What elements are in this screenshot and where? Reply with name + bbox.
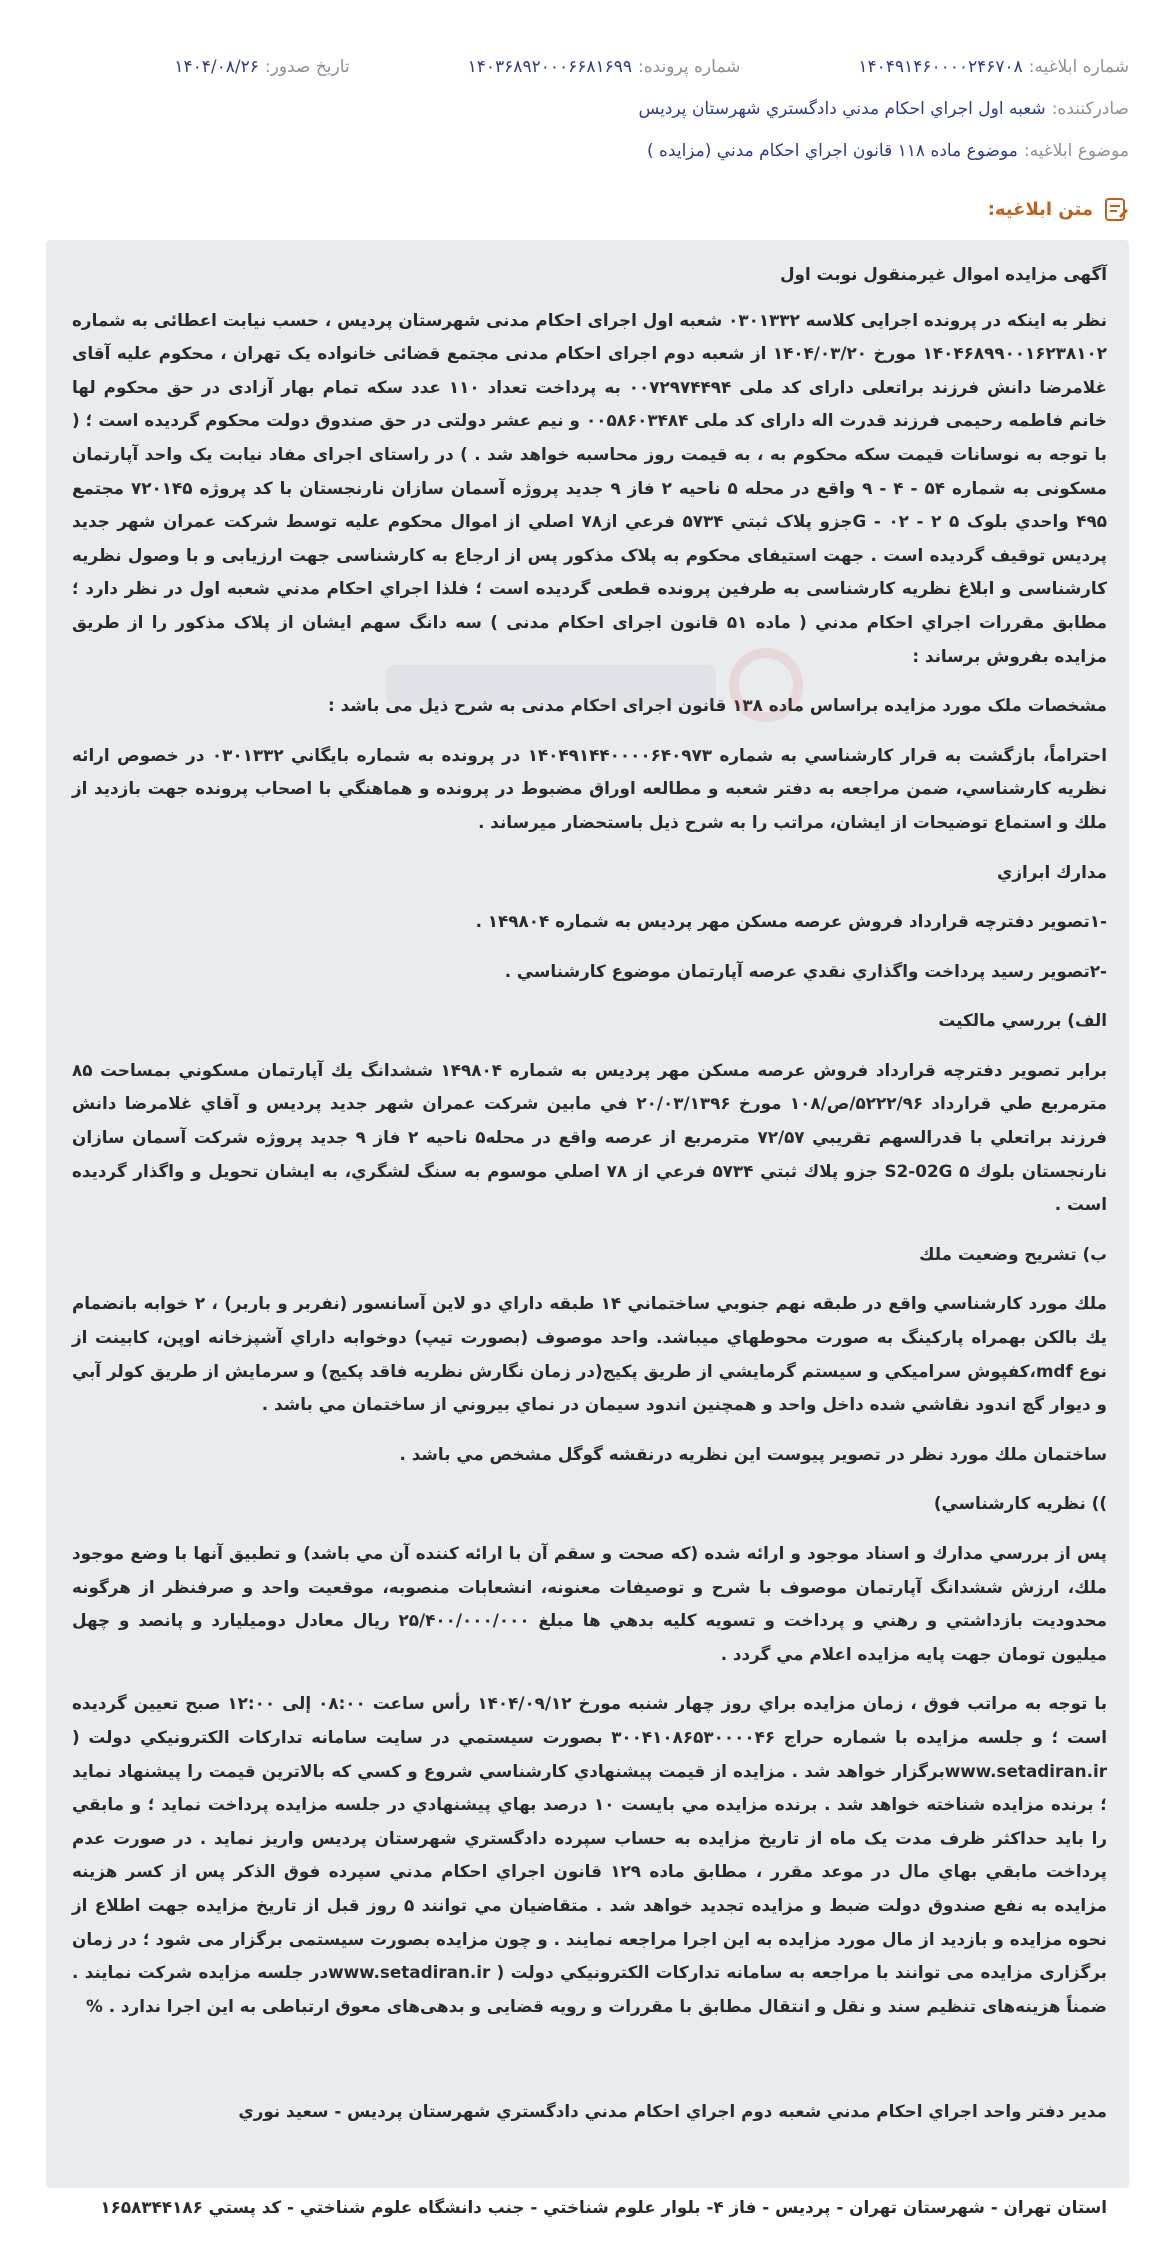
case-number-label: شماره پرونده: <box>638 57 741 77</box>
notice-number <box>858 57 1129 77</box>
image-note: ساختمان ملك مورد نظر در تصوير پيوست اين نظريه درنقشه گوگل مشخص مي باشد . <box>399 1443 1107 1464</box>
document-icon <box>1103 195 1129 223</box>
issuer <box>638 99 1129 119</box>
opinion-heading: )) نظريه كارشناسي) <box>933 1493 1107 1514</box>
intro-paragraph: نظر به اینکه در پرونده اجرایی کلاسه ۰۳۰۱۳۳۲ شعبه اول اجرای احکام مدنی شهرستان پردیس ، حسب نیابت اعطائی به شماره ۱۴۰۴۶۸۹۹۰۰۱۶۲۳۸۱۰۲ مورخ ۱۴۰۴/۰۳/۲۰ از شعبه دوم اجرای احکام مدنی مجتمع قضائی خانواده یک تهران ، محکوم علیه آقای غلامرضا دانش فرزند براتعلی دارای کد ملی ۰۰۷۲۹۷۴۴۹۴ به پرداخت تعداد ۱۱۰ عدد سکه تمام بهار آزادی در حق محکوم لها خانم فاطمه رحیمی فرزند قدرت اله دارای کد ملی ۰۰۵۸۶۰۳۴۸۴ و نیم عشر دولتی در حق صندوق دولت محکوم گردیده است ؛ ( با توجه به نوسانات قیمت سکه محکوم به ، به قیمت روز محاسبه خواهد شد . ) در راستای اجرای مفاد نیابت یک واحد آپارتمان مسکونی به شماره ۵۴ - ۴ - ۹ واقع در محله ۵ ناحیه ۲ فاز ۹ جدید پروژه آسمان سازان نارنجستان با کد پروژه ۷۲۰۱۴۵ مجتمع ۴۹۵ واحدي بلوک ۵ G - ۰۲ - ۲جزو پلاک ثبتي ۵۷۳۴ فرعي از۷۸ اصلي از اموال محکوم علیه توسط شرکت عمران شهر جدید پردیس توقیف گردیده است . جهت استیفای محکوم به پلاک مذکور پس از ارجاع به کارشناسی جهت ارزیابی و با وصول نظریه کارشناسی و ابلاغ نظریه کارشناسی به طرفین پرونده قطعی گردیده است ؛ فلذا اجراي احكام مدني شعبه اول در نظر دارد ؛ مطابق مقررات اجراي احكام مدني ( ماده ۵۱ قانون اجرای احکام مدنی ) سه دانگ سهم ایشان از پلاک مذکور را از طریق مزایده بفروش برساند : <box>72 309 1108 666</box>
ownership-heading: الف) بررسي مالكيت <box>938 1010 1107 1031</box>
opinion-paragraph: پس از بررسي مدارك و اسناد موجود و ارائه شده (كه صحت و سقم آن با ارائه كننده آن مي باشد) و تطبيق آنها با وضع موجود ملك، ارزش ششدانگ آپارتمان موصوف با شرح و توصيفات معنونه، انشعابات منصوبه، موقعيت واحد و صرفنظر از هرگونه محدوديت بازداشتي و رهني و پرداخت و تسويه كليه بدهي ها مبلغ ۲۵/۴۰۰/۰۰۰/۰۰۰ ريال معادل دوميليارد و پانصد و چهل ميليون تومان جهت پايه مزايده اعلام مي گردد . <box>72 1543 1107 1664</box>
issuer-value: شعبه اول اجراي احكام مدني دادگستري شهرستان پرديس <box>638 99 1046 119</box>
expert-paragraph: احتراماً، بازگشت به قرار كارشناسي به شماره ۱۴۰۴۹۱۴۴۰۰۰۰۶۴۰۹۷۳ در پرونده به شماره بايگاني ۰۳۰۱۳۳۲ در خصوص ارائه نظريه كارشناسي، ضمن مراجعه به دفتر شعبه و مطالعه اوراق مضبوط در پرونده و هماهنگي با اصحاب پرونده جهت بازديد از ملك و استماع توضيحات از ايشان، مراتب را به شرح ذيل باستحضار ميرساند . <box>72 744 1107 832</box>
case-number <box>468 57 741 77</box>
metadata-row-issuer <box>45 88 1129 130</box>
issue-date-label: تاریخ صدور: <box>264 57 350 77</box>
auction-paragraph: با توجه به مراتب فوق ، زمان مزايده براي روز چهار شنبه مورخ ۱۴۰۴/۰۹/۱۲ رأس ساعت ۰۸:۰۰ إلی ۱۲:۰۰ صبح تعيين گرديده است ؛ و جلسه مزايده با شماره حراج ۳۰۰۴۱۰۸۶۵۳۰۰۰۰۴۶ بصورت سيستمي در سايت سامانه تدارکات الکترونيکي دولت ( www.setadiran.irبرگزار خواهد شد . مزايده از قيمت پيشنهادي کارشناسي شروع و کسي که بالاترين قيمت را پيشنهاد نمايد ؛ برنده مزايده شناخته خواهد شد . برنده مزايده مي بايست ۱۰ درصد بهاي پيشنهادي در جلسه مزايده پرداخت نمايد ؛ و مابقي را بايد حداکثر ظرف مدت يک ماه از تاريخ مزايده به حساب سپرده دادگستري شهرستان پرديس واريز نمايد . در صورت عدم پرداخت مابقي بهاي مال در موعد مقرر ، مطابق ماده ۱۲۹ قانون اجراي احکام مدني سپرده فوق الذکر پس از کسر هزينه مزايده به نفع صندوق دولت ضبط و مزايده تجديد خواهد شد . متقاضيان مي توانند ۵ روز قبل از تاريخ مزايده جهت اطلاع از نحوه مزايده و بازديد از مال مورد مزايده به اين اجرا مراجعه نمايند . و چون مزايده بصورت سيستمی برگزار می شود ؛ در زمان برگزاری مزايده می توانند با مراجعه به سامانه تدارکات الکترونيکي دولت ( www.setadiran.irدر جلسه مزايده شرکت نمايند . ضمناً هزينه‌های تنظيم سند و نقل و انتقال مطابق با مقررات و رويه قضايی و بدهی‌های معوق ارتباطی به اين اجرا ندارد . % <box>72 1693 1107 2016</box>
notice-number-value: ۱۴۰۴۹۱۴۶۰۰۰۰۲۴۶۷۰۸ <box>858 57 1023 77</box>
notice-heading: آگهی مزایده اموال غیرمنقول نوبت اول <box>779 264 1107 284</box>
subject-label: موضوع ابلاغيه: <box>1023 141 1129 161</box>
issue-date <box>174 57 349 77</box>
documents-heading: مدارك ابرازي <box>996 861 1107 882</box>
metadata-row-subject <box>45 130 1129 172</box>
subject <box>647 141 1129 161</box>
document-item-2: -۲تصوير رسيد پرداخت واگذاري نقدي عرصه آپارتمان موضوع كارشناسي . <box>504 960 1107 981</box>
notice-text-title: متن ابلاغيه: <box>987 198 1093 220</box>
subject-value: موضوع ماده ۱۱۸ قانون اجراي احكام مدني (مزايده ) <box>646 141 1018 161</box>
address-line: استان تهران - شهرستان تهران - پرديس - فاز ۴- بلوار علوم شناختي - جنب دانشگاه علوم شناختي - كد پستي ۱۶۵۸۳۴۴۱۸۶ <box>100 2196 1107 2217</box>
issuer-label: صادرکننده: <box>1051 99 1129 119</box>
notice-number-label: شماره ابلاغيه: <box>1028 57 1129 77</box>
signature-line: مدير دفتر واحد اجراي احكام مدني شعبه دوم اجراي احكام مدني دادگستري شهرستان پرديس - سعيد نوري <box>238 2101 1107 2122</box>
notice-text-header <box>988 195 1129 223</box>
ownership-paragraph: برابر تصوير دفترچه قرارداد فروش عرصه مسكن مهر پرديس به شماره ۱۴۹۸۰۴ ششدانگ يك آپارتمان مسكوني بمساحت ۸۵ مترمربع طي قرارداد ۵۲۲۲/۹۶/ص/۱۰۸ مورخ ۲۰/۰۳/۱۳۹۶ في مابين شركت عمران شهر جديد پرديس و آقاي غلامرضا دانش فرزند براتعلي با قدرالسهم تقريبي ۷۲/۵۷ مترمربع از عرصه واقع در محله۵ ناحيه ۲ فاز ۹ جديد پروژه شركت آسمان سازان نارنجستان بلوك ۵ S2-02G جزو پلاك ثبتي ۵۷۳۴ فرعي از ۷۸ اصلي موسوم به سنگ لشگري، به ايشان تحويل و واگذار گرديده است . <box>72 1059 1107 1215</box>
case-number-value: ۱۴۰۳۶۸۹۲۰۰۰۶۶۸۱۶۹۹ <box>467 57 633 77</box>
metadata-row-numbers <box>45 46 1129 88</box>
status-paragraph: ملك مورد كارشناسي واقع در طبقه نهم جنوبي ساختماني ۱۴ طبقه داراي دو لاين آسانسور (نفربر و باربر) ، ۲ خوابه بانضمام يك بالكن بهمراه پاركينگ به صورت محوطهاي ميباشد. واحد موصوف (بصورت تيپ) دوخوابه داراي آشپزخانه اوپن، كابينت از نوع mdf،كفپوش سراميكي و سيستم گرمايشي از طريق پكيج(در زمان نگارش نظريه فاقد پكيج) و سرمايش از طريق كولر آبي و ديوار گچ اندود نقاشي شده داخل واحد و همچنين اندود سيمان در نماي بيروني از ساختمان مي باشد . <box>72 1293 1107 1415</box>
issue-date-value: ۱۴۰۴/۰۸/۲۶ <box>174 57 259 77</box>
status-heading: ب) تشريح وضعيت ملك <box>919 1243 1107 1264</box>
notice-metadata <box>45 46 1129 172</box>
notice-body <box>46 240 1129 2217</box>
document-item-1: -۱تصوير دفترچه قرارداد فروش عرصه مسكن مهر پرديس به شماره ۱۴۹۸۰۴ . <box>475 911 1107 932</box>
specs-heading: مشخصات ملک مورد مزایده براساس ماده ۱۳۸ قانون اجرای احکام مدنی به شرح ذیل می باشد : <box>328 695 1107 716</box>
